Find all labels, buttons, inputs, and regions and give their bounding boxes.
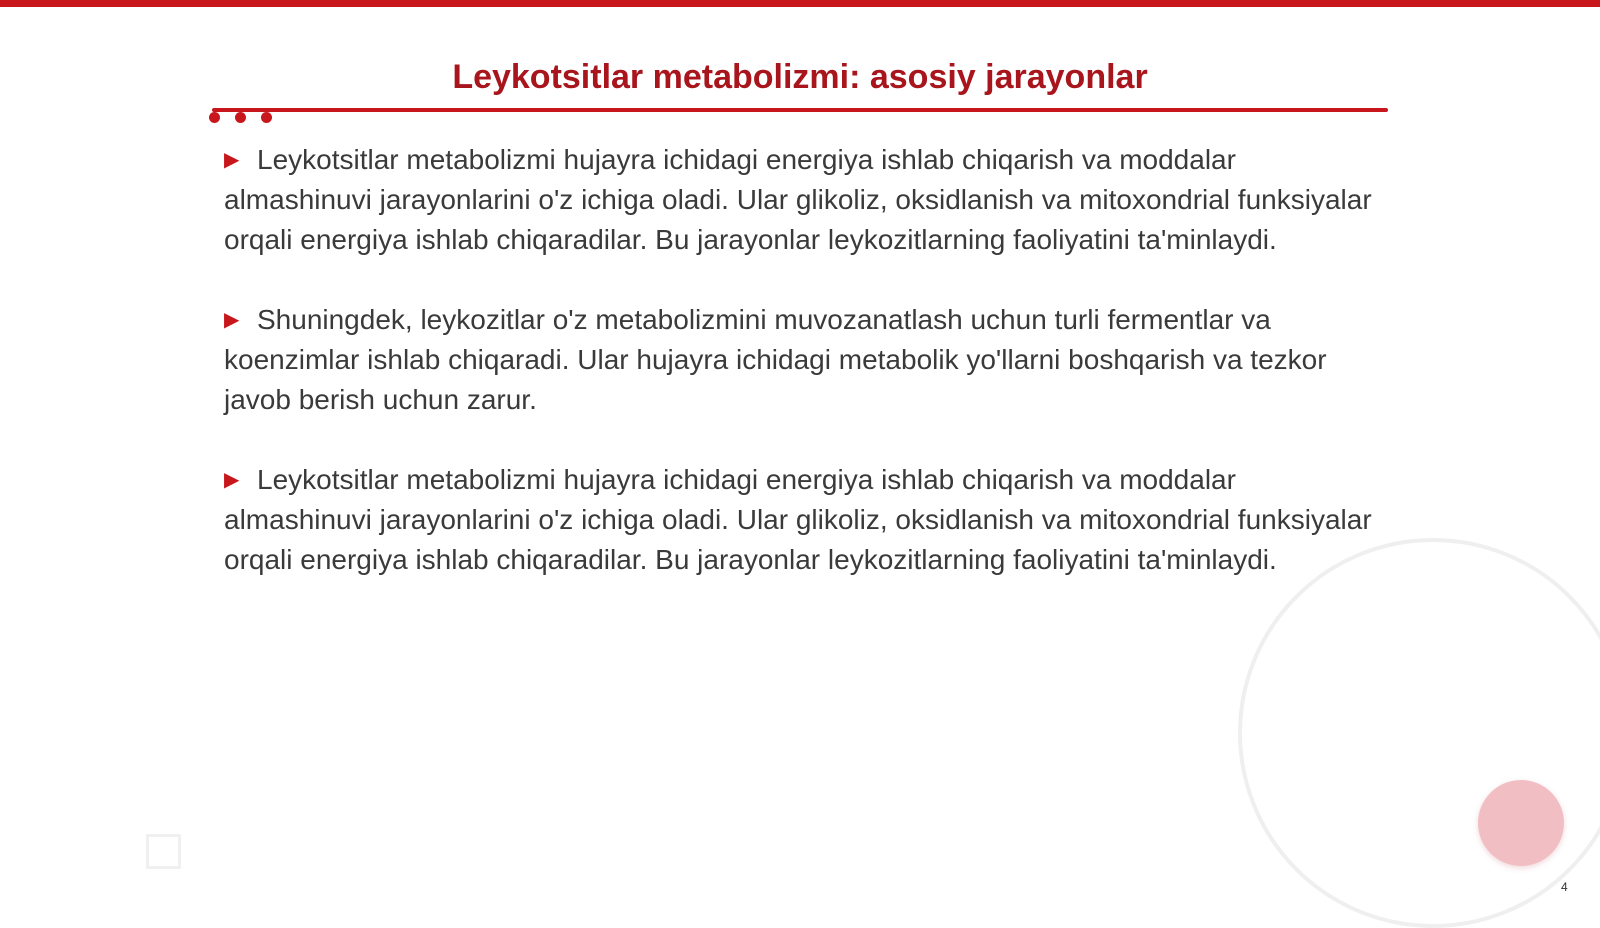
decor-dot	[261, 112, 272, 123]
bullet-item	[224, 140, 1384, 260]
decor-dot	[235, 112, 246, 123]
page-number: 4	[1561, 880, 1568, 894]
triangle-bullet-icon: ▶	[224, 149, 240, 171]
bullet-text: Leykotsitlar metabolizmi hujayra ichidagi energiya ishlab chiqarish va moddalar almashinuvi jarayonlarini o'z ichiga oladi. Ular glikoliz, oksidlanish va mitoxondrial funksiyalar orqali energiya ishlab chiqaradilar. Bu jarayonlar leykozitlarning faoliyatini ta'minlaydi.	[224, 144, 1372, 255]
triangle-bullet-icon: ▶	[224, 309, 240, 331]
bullet-list	[224, 140, 1384, 620]
slide-title: Leykotsitlar metabolizmi: asosiy jarayonlar	[452, 58, 1148, 96]
decor-ring	[1238, 538, 1600, 928]
bullet-item	[224, 300, 1384, 420]
bullet-item	[224, 460, 1384, 580]
bullet-text: Shuningdek, leykozitlar o'z metabolizmini muvozanatlash uchun turli fermentlar va koenzimlar ishlab chiqaradi. Ular hujayra ichidagi metabolik yo'llarni boshqarish va tezkor javob berish uchun zarur.	[224, 304, 1327, 415]
triangle-bullet-icon: ▶	[224, 469, 240, 491]
bullet-text: Leykotsitlar metabolizmi hujayra ichidagi energiya ishlab chiqarish va moddalar almashinuvi jarayonlarini o'z ichiga oladi. Ular glikoliz, oksidlanish va mitoxondrial funksiyalar orqali energiya ishlab chiqaradilar. Bu jarayonlar leykozitlarning faoliyatini ta'minlaydi.	[224, 464, 1372, 575]
decor-dot	[209, 112, 220, 123]
decor-square	[146, 834, 181, 869]
decor-circle	[1478, 780, 1564, 866]
top-accent-bar	[0, 0, 1600, 7]
title-underline	[212, 108, 1388, 112]
